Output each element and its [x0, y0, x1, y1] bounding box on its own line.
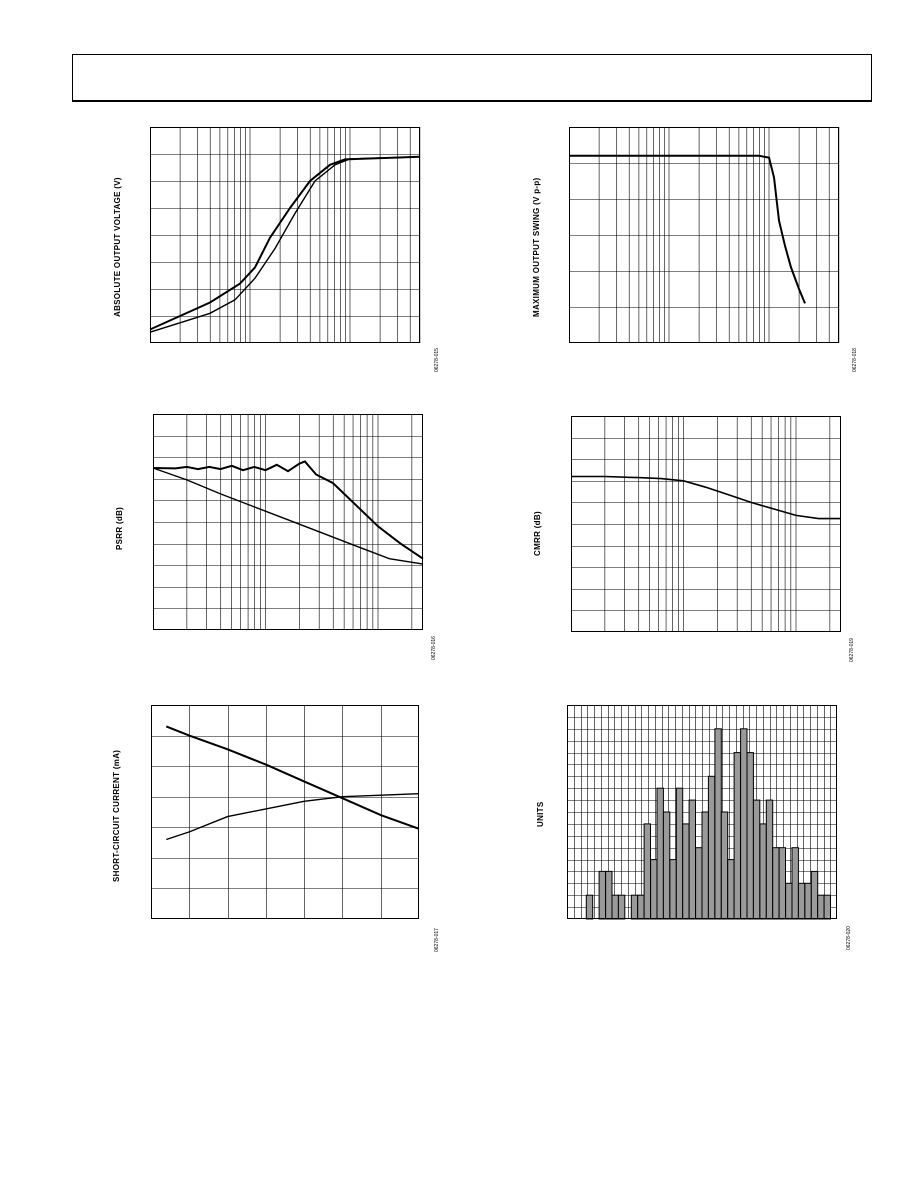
- histogram-bar: [760, 824, 766, 919]
- histogram-bar: [766, 800, 772, 919]
- histogram-bar: [798, 883, 804, 919]
- histogram-bar: [631, 895, 637, 919]
- chart-6-figure-id: 06278-020: [846, 926, 852, 950]
- chart-5-ylabel: SHORT-CIRCUIT CURRENT (mA): [112, 749, 121, 882]
- chart-short-circuit-current: [151, 705, 419, 919]
- histogram-bar: [618, 895, 624, 919]
- histogram-bar: [818, 895, 824, 919]
- chart-absolute-output-voltage: [150, 127, 420, 343]
- histogram-bar: [670, 860, 676, 919]
- plot-frame: [570, 128, 839, 343]
- plot-frame: [154, 415, 423, 630]
- histogram-bar: [606, 871, 612, 919]
- histogram-bar: [683, 824, 689, 919]
- chart-4-ylabel: CMRR (dB): [533, 511, 542, 556]
- histogram-bar: [586, 895, 592, 919]
- chart-units-histogram: [567, 705, 837, 919]
- histogram-bar: [696, 848, 702, 919]
- histogram-bar: [599, 871, 605, 919]
- chart-2-figure-id: 06278-018: [852, 348, 858, 372]
- histogram-bar: [779, 848, 785, 919]
- histogram-bar: [715, 729, 721, 919]
- histogram-bar: [773, 848, 779, 919]
- histogram-bar: [708, 776, 714, 919]
- chart-3-figure-id: 06278-016: [431, 636, 437, 660]
- plot-frame: [572, 417, 841, 632]
- histogram-bar: [753, 800, 759, 919]
- histogram-bar: [663, 812, 669, 919]
- chart-maximum-output-swing: [569, 127, 839, 343]
- chart-4-figure-id: 06278-019: [849, 638, 855, 662]
- chart-cmrr: [571, 416, 841, 632]
- histogram-bar: [792, 848, 798, 919]
- page-header-box: [72, 54, 872, 102]
- histogram-bar: [741, 729, 747, 919]
- histogram-bar: [676, 788, 682, 919]
- chart-3-ylabel: PSRR (dB): [115, 506, 124, 550]
- histogram-bar: [638, 895, 644, 919]
- histogram-bar: [747, 753, 753, 919]
- chart-1-figure-id: 06278-015: [434, 348, 440, 372]
- chart-2-ylabel: MAXIMUM OUTPUT SWING (V p-p): [532, 177, 541, 317]
- histogram-bar: [689, 800, 695, 919]
- histogram-bar: [657, 788, 663, 919]
- histogram-bar: [728, 860, 734, 919]
- histogram-bar: [824, 895, 830, 919]
- histogram-bar: [734, 753, 740, 919]
- chart-psrr: [153, 414, 423, 630]
- histogram-bar: [612, 895, 618, 919]
- chart-6-ylabel: UNITS: [536, 801, 545, 827]
- histogram-bar: [651, 860, 657, 919]
- histogram-bar: [702, 812, 708, 919]
- chart-1-ylabel: ABSOLUTE OUTPUT VOLTAGE (V): [113, 177, 122, 317]
- histogram-bar: [811, 871, 817, 919]
- histogram-bar: [805, 883, 811, 919]
- histogram-bar: [721, 812, 727, 919]
- chart-5-figure-id: 06278-017: [434, 928, 440, 952]
- histogram-bar: [786, 883, 792, 919]
- histogram-bar: [644, 824, 650, 919]
